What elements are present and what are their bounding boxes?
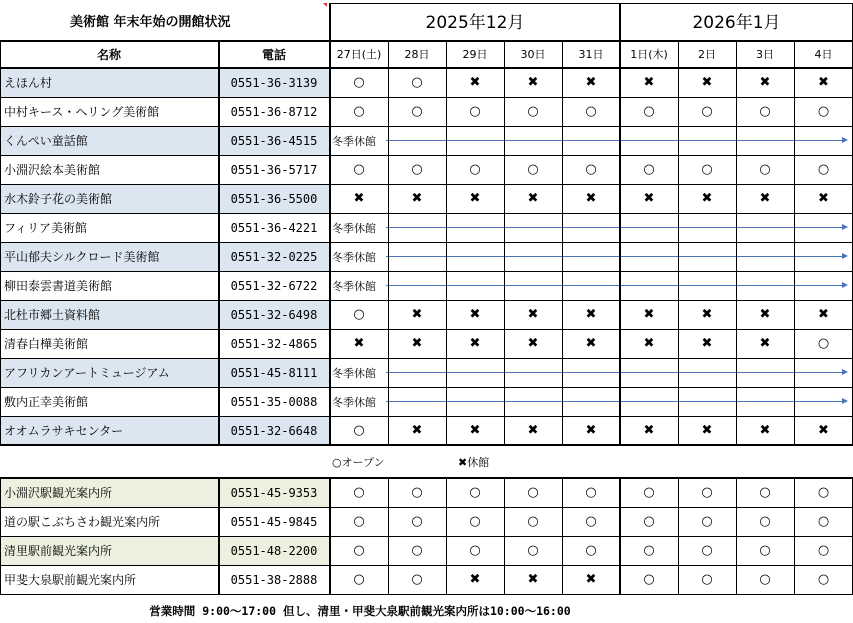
museum-phone: 0551-36-3139: [230, 75, 318, 90]
day-header: 2日: [698, 48, 716, 61]
open-mark: ○: [585, 543, 597, 558]
closed-mark: ✖: [701, 307, 713, 322]
legend-closed: ✖休館: [458, 456, 490, 469]
grid-line: [0, 478, 1, 594]
closed-mark: ✖: [818, 75, 829, 90]
open-mark: ○: [701, 104, 713, 119]
winter-closed-label: 冬季休館: [332, 250, 376, 264]
open-mark: ○: [817, 543, 830, 558]
open-mark: ○: [353, 104, 365, 119]
closed-mark: ✖: [643, 307, 655, 322]
closed-mark: ✖: [585, 572, 597, 587]
museum-name: 北杜市郷土資料館: [4, 308, 101, 322]
grid-line: [736, 478, 737, 594]
open-mark: ○: [585, 162, 597, 177]
closed-mark: ✖: [527, 572, 539, 587]
grid-line: [0, 40, 1, 445]
day-header: 1日(木): [630, 48, 668, 61]
open-mark: ○: [643, 485, 655, 500]
grid-line: [0, 416, 853, 417]
grid-line: [619, 478, 621, 594]
grid-line: [562, 478, 563, 594]
grid-line: [0, 387, 853, 388]
grid-line: [794, 40, 795, 445]
closed-mark: ✖: [527, 307, 539, 322]
open-mark: ○: [527, 162, 539, 177]
legend-open: ○オープン: [332, 456, 385, 469]
closed-mark: ✖: [469, 307, 481, 322]
grid-line: [0, 594, 853, 595]
grid-line: [0, 213, 853, 214]
closed-mark: ✖: [411, 423, 423, 438]
grid-line: [0, 329, 853, 330]
closed-period-arrow: [386, 227, 846, 228]
museum-name: 小淵沢絵本美術館: [4, 163, 101, 177]
grid-line: [329, 3, 331, 445]
grid-line: [736, 40, 737, 445]
closed-mark: ✖: [527, 423, 539, 438]
closed-mark: ✖: [818, 191, 829, 206]
closed-mark: ✖: [818, 307, 829, 322]
closed-mark: ✖: [759, 336, 771, 351]
closed-mark: ✖: [643, 191, 655, 206]
open-mark: ○: [817, 336, 830, 351]
museum-phone: 0551-36-4221: [230, 220, 318, 235]
grid-line: [504, 478, 505, 594]
closed-mark: ✖: [585, 75, 597, 90]
open-mark: ○: [411, 162, 423, 177]
grid-line: [0, 126, 853, 127]
museum-phone: 0551-36-5717: [230, 162, 318, 177]
closed-mark: ✖: [643, 336, 655, 351]
closed-mark: ✖: [411, 336, 423, 351]
museum-name: アフリカンアートミュージアム: [4, 366, 170, 380]
closed-mark: ✖: [353, 191, 365, 206]
museum-name: フィリア美術館: [4, 221, 88, 235]
grid-line: [0, 184, 853, 185]
grid-line: [0, 97, 853, 98]
open-mark: ○: [353, 572, 365, 587]
column-header-name: 名称: [96, 47, 121, 62]
museum-phone: 0551-32-0225: [230, 249, 318, 264]
grid-line: [562, 40, 563, 445]
open-mark: ○: [701, 543, 713, 558]
closed-mark: ✖: [585, 307, 597, 322]
museum-name: 中村キース・ヘリング美術館: [4, 105, 160, 119]
winter-closed-label: 冬季休館: [332, 395, 376, 409]
page-title: 美術館 年末年始の開館状況: [70, 14, 231, 30]
open-mark: ○: [527, 485, 539, 500]
closed-mark: ✖: [585, 423, 597, 438]
open-mark: ○: [759, 485, 771, 500]
open-mark: ○: [353, 543, 365, 558]
closed-mark: ✖: [701, 423, 713, 438]
closed-mark: ✖: [701, 191, 713, 206]
museum-name: 柳田泰雲書道美術館: [4, 279, 113, 293]
column-header-phone: 電話: [261, 47, 286, 62]
open-mark: ○: [701, 162, 713, 177]
info-center-phone: 0551-45-9353: [230, 485, 318, 500]
day-header: 30日: [520, 48, 546, 61]
closed-mark: ✖: [585, 191, 597, 206]
open-mark: ○: [817, 572, 830, 587]
grid-line: [0, 565, 853, 566]
grid-line: [504, 40, 505, 445]
open-mark: ○: [759, 104, 771, 119]
closed-mark: ✖: [759, 191, 771, 206]
grid-line: [0, 40, 853, 42]
open-mark: ○: [817, 162, 830, 177]
winter-closed-label: 冬季休館: [332, 366, 376, 380]
open-mark: ○: [585, 514, 597, 529]
day-header: 3日: [756, 48, 774, 61]
info-center-name: 道の駅こぶちさわ観光案内所: [4, 515, 161, 529]
info-center-phone: 0551-45-9845: [230, 514, 318, 529]
grid-line: [388, 478, 389, 594]
day-header: 29日: [462, 48, 488, 61]
closed-mark: ✖: [469, 572, 481, 587]
closed-period-arrow: [386, 140, 846, 141]
museum-phone: 0551-32-4865: [230, 336, 318, 351]
closed-mark: ✖: [701, 336, 713, 351]
museum-phone: 0551-32-6722: [230, 278, 318, 293]
open-mark: ○: [527, 104, 539, 119]
open-mark: ○: [469, 514, 481, 529]
open-mark: ○: [701, 572, 713, 587]
museum-phone: 0551-32-6498: [230, 307, 318, 322]
grid-line: [0, 536, 853, 537]
info-center-name: 小淵沢駅観光案内所: [4, 486, 113, 500]
closed-mark: ✖: [643, 423, 655, 438]
open-mark: ○: [759, 162, 771, 177]
grid-line: [0, 67, 853, 69]
closed-mark: ✖: [585, 336, 597, 351]
month-header-jan: 2026年1月: [692, 12, 781, 33]
day-header: 31日: [578, 48, 604, 61]
open-mark: ○: [643, 514, 655, 529]
open-mark: ○: [411, 514, 423, 529]
grid-line: [388, 40, 389, 445]
closed-mark: ✖: [759, 75, 771, 90]
open-mark: ○: [353, 514, 365, 529]
museum-phone: 0551-32-6648: [230, 423, 318, 438]
closed-period-arrow: [386, 256, 846, 257]
open-mark: ○: [759, 572, 771, 587]
grid-line: [218, 40, 220, 445]
open-mark: ○: [411, 104, 423, 119]
grid-line: [678, 40, 679, 445]
open-mark: ○: [353, 485, 365, 500]
museum-phone: 0551-36-5500: [230, 191, 318, 206]
closed-mark: ✖: [527, 191, 539, 206]
winter-closed-label: 冬季休館: [332, 221, 376, 235]
grid-line: [0, 155, 853, 156]
museum-name: 水木鈴子花の美術館: [4, 192, 113, 206]
grid-line: [0, 242, 853, 243]
grid-line: [794, 478, 795, 594]
grid-line: [619, 3, 621, 445]
info-center-name: 甲斐大泉駅前観光案内所: [4, 573, 137, 587]
open-mark: ○: [701, 485, 713, 500]
closed-mark: ✖: [469, 423, 481, 438]
museum-phone: 0551-36-4515: [230, 133, 318, 148]
museum-name: くんぺい童話館: [4, 134, 88, 148]
open-mark: ○: [759, 514, 771, 529]
open-mark: ○: [817, 104, 830, 119]
closed-mark: ✖: [643, 75, 655, 90]
open-mark: ○: [469, 162, 481, 177]
grid-line: [446, 40, 447, 445]
closed-period-arrow: [386, 401, 846, 402]
closed-mark: ✖: [527, 75, 539, 90]
day-header: 28日: [404, 48, 430, 61]
winter-closed-label: 冬季休館: [332, 134, 376, 148]
grid-line: [0, 300, 853, 301]
closed-mark: ✖: [759, 423, 771, 438]
closed-mark: ✖: [469, 75, 481, 90]
open-mark: ○: [701, 514, 713, 529]
closed-mark: ✖: [411, 191, 423, 206]
open-mark: ○: [469, 485, 481, 500]
comment-marker: [323, 3, 327, 7]
closed-mark: ✖: [469, 336, 481, 351]
museum-phone: 0551-36-8712: [230, 104, 318, 119]
info-center-name: 清里駅前観光案内所: [4, 544, 113, 558]
open-mark: ○: [353, 75, 365, 90]
closed-period-arrow: [386, 285, 846, 286]
month-header-dec: 2025年12月: [425, 12, 525, 33]
open-mark: ○: [411, 543, 423, 558]
open-mark: ○: [353, 423, 365, 438]
open-mark: ○: [469, 104, 481, 119]
grid-line: [0, 477, 853, 479]
open-mark: ○: [585, 104, 597, 119]
open-mark: ○: [411, 75, 423, 90]
closed-mark: ✖: [818, 423, 829, 438]
closed-mark: ✖: [527, 336, 539, 351]
grid-line: [678, 478, 679, 594]
grid-line: [0, 271, 853, 272]
info-center-phone: 0551-48-2200: [230, 543, 318, 558]
open-mark: ○: [585, 485, 597, 500]
grid-line: [0, 444, 853, 446]
open-mark: ○: [527, 514, 539, 529]
day-header: 4日: [814, 48, 833, 61]
open-mark: ○: [759, 543, 771, 558]
open-mark: ○: [643, 543, 655, 558]
museum-phone: 0551-45-8111: [230, 365, 318, 380]
open-mark: ○: [469, 543, 481, 558]
museum-name: 平山郁夫シルクロード美術館: [4, 250, 160, 264]
closed-mark: ✖: [759, 307, 771, 322]
museum-phone: 0551-35-0088: [230, 394, 318, 409]
open-mark: ○: [353, 162, 365, 177]
closed-period-arrow: [386, 372, 846, 373]
grid-line: [329, 478, 331, 594]
grid-line: [218, 478, 220, 594]
closed-mark: ✖: [353, 336, 365, 351]
open-mark: ○: [411, 485, 423, 500]
museum-name: 敷内正幸美術館: [4, 395, 89, 409]
open-mark: ○: [527, 543, 539, 558]
open-mark: ○: [643, 104, 655, 119]
open-mark: ○: [353, 307, 365, 322]
grid-line: [0, 358, 853, 359]
open-mark: ○: [643, 162, 655, 177]
open-mark: ○: [817, 514, 830, 529]
open-mark: ○: [643, 572, 655, 587]
grid-line: [446, 478, 447, 594]
museum-name: えほん村: [4, 76, 53, 90]
business-hours-note: 営業時間 9:00～17:00 但し、清里・甲斐大泉駅前観光案内所は10:00～16:00: [149, 604, 571, 618]
closed-mark: ✖: [469, 191, 481, 206]
grid-line: [0, 507, 853, 508]
info-center-phone: 0551-38-2888: [230, 572, 318, 587]
day-header: 27日(土): [336, 48, 382, 61]
museum-name: オオムラサキセンター: [4, 424, 124, 438]
closed-mark: ✖: [701, 75, 713, 90]
winter-closed-label: 冬季休館: [332, 279, 376, 293]
museum-name: 清春白樺美術館: [4, 337, 89, 351]
closed-mark: ✖: [411, 307, 423, 322]
grid-line: [330, 3, 853, 4]
open-mark: ○: [817, 485, 830, 500]
open-mark: ○: [411, 572, 423, 587]
